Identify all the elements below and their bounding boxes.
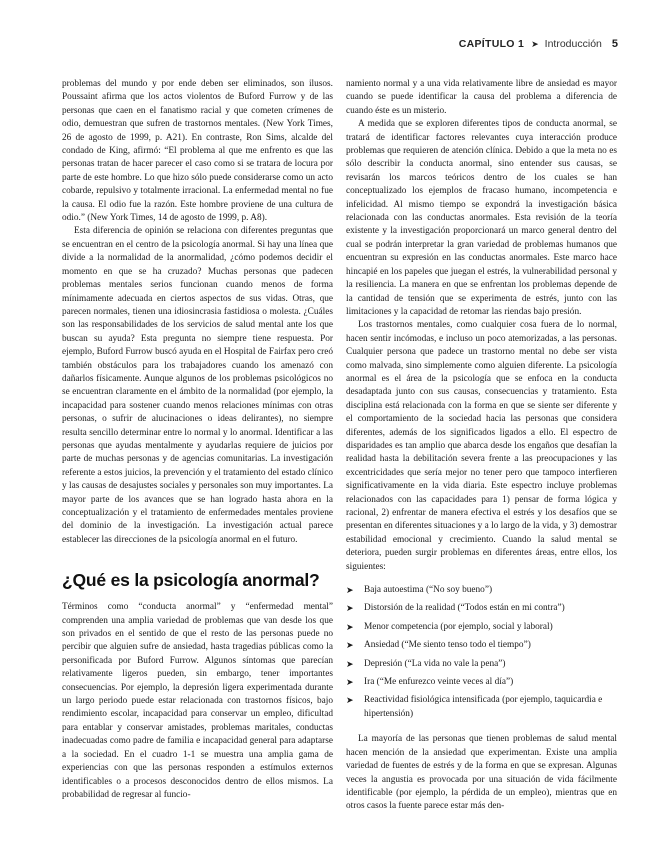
section-heading: ¿Qué es la psicología anormal? — [62, 570, 320, 591]
chapter-label: CAPÍTULO 1 — [458, 38, 525, 50]
list-item — [346, 694, 617, 721]
list-item — [346, 639, 617, 652]
paragraph: namiento normal y a una vida relativamente libre de ansiedad es mayor cuando se puede identificar la causa del problema a diferencia de cuando éste es un misterio. — [346, 79, 617, 116]
arrowhead-bullet-icon: ➤ — [346, 621, 354, 632]
paragraph: Los trastornos mentales, como cualquier cosa fuera de lo normal, hacen sentir incómodas, e incluso un poco atemorizadas, a las personas. Cualquier persona que padece un trastorno mental no debe ser vista como malvada, sino simplemente como alguien diferente. La psicología anormal es el área de la psicología que se enfoca en la conducta desadaptada junto con sus causas, consecuencias y tratamiento. Esta disciplina está relacionada con la forma en que se siente ser diferente y el comportamiento de la sociedad hacia las personas que considera diferentes, además de los significados ligados a ello. El espectro de disparidades es tan amplio que abarca desde los engaños que desafían la realidad hasta la debilitación severa frente a las preocupaciones y las excentricidades que sería mejor no tener pero que tampoco interfieren significativamente en la vida diaria. Este espectro incluye problemas relacionados con las capacidades para 1) pensar de forma lógica y racional, 2) enfrentar de manera efectiva el estrés y los desafíos que se presentan en diferentes situaciones y a lo largo de la vida, y 3) demostrar estabilidad emocional y crecimiento. Cuando la salud mental se deteriora, pueden surgir problemas en diferentes áreas, entre ellos, los siguientes: — [346, 320, 617, 572]
left-column — [62, 78, 333, 802]
list-item-text: Menor competencia (por ejemplo, social y laboral) — [364, 621, 553, 632]
right-column — [346, 78, 617, 814]
list-item-text: Reactividad fisiológica intensificada (por ejemplo, taquicardia e hipertensión) — [364, 695, 603, 719]
running-header — [459, 38, 618, 50]
arrowhead-bullet-icon: ➤ — [346, 585, 354, 596]
page-number: 5 — [611, 38, 618, 50]
list-item-text: Ansiedad (“Me siento tenso todo el tiempo”) — [364, 640, 531, 651]
arrowhead-icon: ➤ — [531, 38, 539, 49]
arrowhead-bullet-icon: ➤ — [346, 640, 354, 651]
paragraph: A medida que se exploren diferentes tipos de conducta anormal, se tratará de identificar factores relevantes cuya interacción produce problemas que requieren de atención clínica. Debido a que la meta no es sólo describir la conducta anormal, sino entender sus causas, se revisarán los marcos teóricos dentro de los cuales se han conceptualizado los ejemplos de fracaso humano, incompetencia e infelicidad. Al mismo tiempo se expondrá la investigación básica relacionada con las conductas anormales. Esta revisión de la teoría existente y la investigación proporcionará un marco general dentro del cual se podrán interpretar la gran variedad de problemas humanos que encuentran su expresión en las conductas anormales. Este marco hace hincapié en los papeles que juegan el estrés, la vulnerabilidad personal y la resiliencia. La manera en que se enfrentan los problemas depende de la cantidad de tensión que se experimenta de estrés, junto con las limitaciones y la capacidad de retomar las riendas bajo presión. — [346, 119, 617, 317]
paragraph: Términos como “conducta anormal” y “enfermedad mental” comprenden una amplia variedad de problemas que van desde los que son privados en el sentido de que el resto de las personas puede no percibir que alguien sufre de ansiedad, hasta tragedias públicas como la personificada por Buford Furrow. Algunos síntomas que parecían relativamente ligeros pueden, sin embargo, tener importantes consecuencias. Por ejemplo, la depresión ligera experimentada durante un largo periodo puede estar relacionada con trastornos físicos, bajo rendimiento escolar, incapacidad para conservar un empleo, dificultad para entablar y conservar amistades, problemas maritales, conductas inadecuadas como padre de familia e incapacidad general para adaptarse a la sociedad. En el cuadro 1-1 se muestra una amplia gama de experiencias con que las personas responden a estímulos externos identificables o a procesos desconocidos dentro de ellos mismos. La probabilidad de regresar al funcio- — [62, 602, 333, 800]
list-item — [346, 584, 617, 597]
section-label: Introducción — [544, 38, 602, 50]
arrowhead-bullet-icon: ➤ — [346, 677, 354, 688]
list-item-text: Ira (“Me enfurezco veinte veces al día”) — [364, 677, 514, 688]
list-item-text: Distorsión de la realidad (“Todos están en mi contra”) — [364, 603, 565, 614]
paragraph: La mayoría de las personas que tienen problemas de salud mental hacen mención de la ansiedad que experimentan. Existe una amplia variedad de fuentes de estrés y de la forma en que se expresan. Algunas veces la angustia es provocada por una situación de vida fácilmente identificable (por ejemplo, la pérdida de un empleo), mientras que en otros casos la fuente parece estar más den- — [346, 734, 617, 812]
list-item — [346, 658, 617, 671]
bullet-list — [346, 584, 617, 721]
list-item-text: Baja autoestima (“No soy bueno”) — [364, 585, 493, 596]
paragraph: problemas del mundo y por ende deben ser eliminados, son ilusos. Poussaint afirma que los actos violentos de Buford Furrow y de las personas que caen en el fanatismo racial y que cometen crímenes de odio, demuestran que sufren de trastornos mentales. (New York Times, 26 de agosto de 1999, p. A21). En contraste, Ron Sims, alcalde del condado de King, afirmó: “El problema al que me enfrento es que las personas tratan de hacer parecer el caso como si se tratara de locura por parte de este hombre. Lo que hizo sólo puede considerarse como un acto cobarde, repulsivo y totalmente irracional. La enfermedad mental no fue la causa. El odio fue la razón. Este hombre proviene de una cultura de odio.” (New York Times, 14 de agosto de 1999, p. A8). — [62, 79, 333, 224]
paragraph: Esta diferencia de opinión se relaciona con diferentes preguntas que se encuentran en el centro de la psicología anormal. Si hay una línea que divide a la normalidad de la anormalidad, ¿cómo podemos decidir el momento en que se ha cruzado? Muchas personas que padecen problemas mentales serios funcionan cuando menos de forma mínimamente adecuada en ciertos aspectos de sus vidas. Otras, que parecen normales, tienen una idiosincrasia fastidiosa o molesta. ¿Cuáles son las responsabilidades de los servicios de salud mental ante los que buscan su ayuda? Esta pregunta no siempre tiene respuesta. Por ejemplo, Buford Furrow buscó ayuda en el Hospital de Fairfax pero creó también obstáculos para los trabajadores cuando los amenazó con dañarlos físicamente. Aunque algunos de los problemas psicológicos no se encuentran claramente en el ámbito de la normalidad (por ejemplo, la incapacidad para sostener cuando menos relaciones mínimas con otras personas, o sufrir de alucinaciones o ideas delirantes), no siempre resulta sencillo determinar entre lo normal y lo anormal. Identificar a las personas que ayudas mentalmente y ayudarlas requiere de juicios por parte de muchas personas y de agencias comunitarias. La investigación referente a estos juicios, la prevención y el tratamiento del estado clínico y las causas de desajustes sociales y personales son muy importantes. La mayor parte de los avances que se han logrado hasta ahora en la conceptualización y el tratamiento de enfermedades mentales proviene del dominio de la investigación. La investigación actual parece establecer las direcciones de la psicología anormal en el futuro. — [62, 226, 333, 545]
arrowhead-bullet-icon: ➤ — [346, 658, 354, 669]
arrowhead-bullet-icon: ➤ — [346, 603, 354, 614]
list-item — [346, 621, 617, 634]
list-item — [346, 602, 617, 615]
list-item-text: Depresión (“La vida no vale la pena”) — [364, 658, 506, 669]
arrowhead-bullet-icon: ➤ — [346, 695, 354, 706]
list-item — [346, 676, 617, 689]
